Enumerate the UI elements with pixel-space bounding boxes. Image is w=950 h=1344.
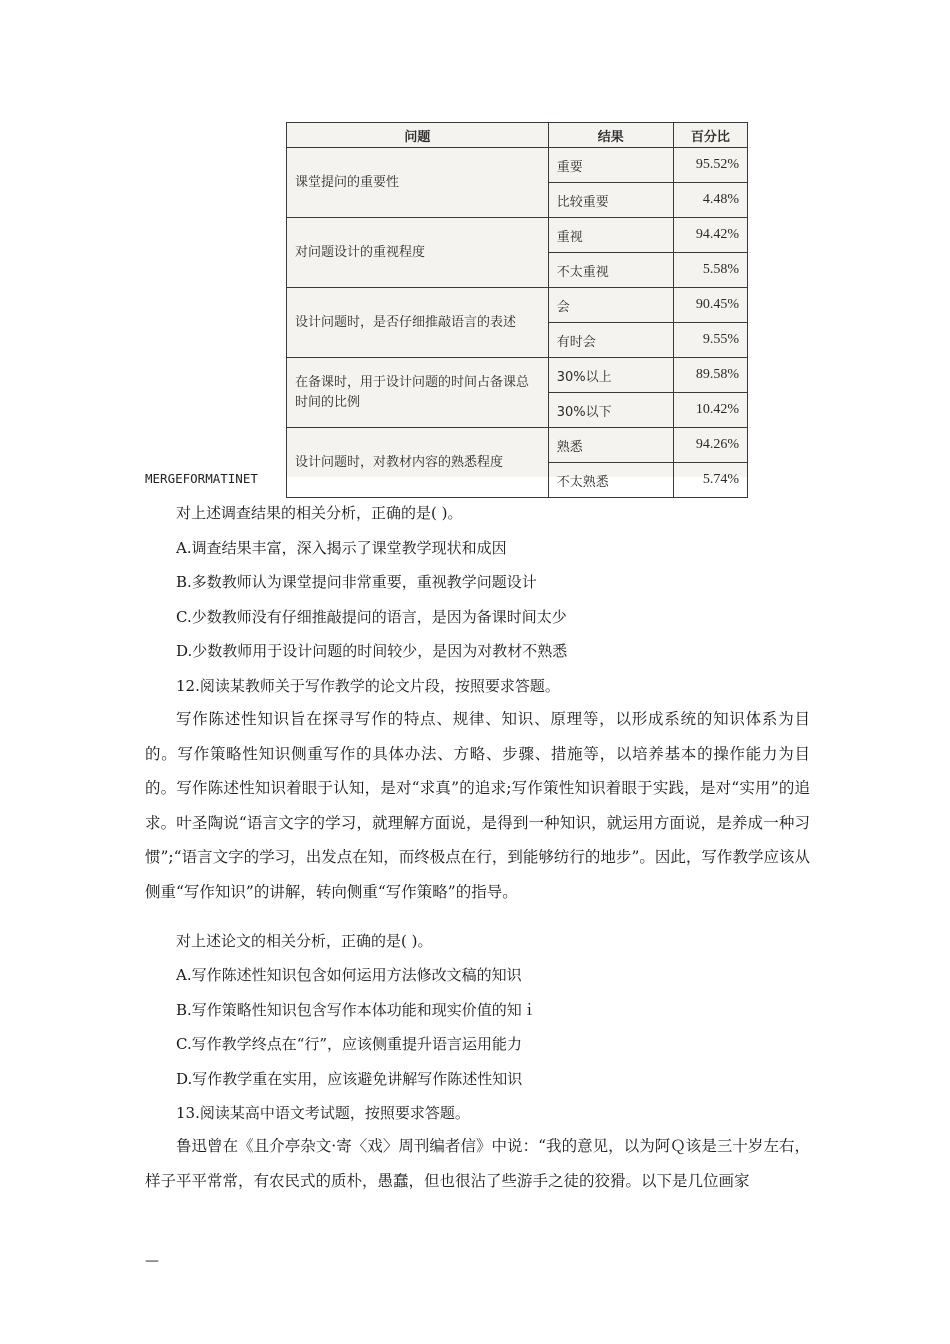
q12-passage: 写作陈述性知识旨在探寻写作的特点、规律、知识、原理等，以形成系统的知识体系为目的。写作策略性知识侧重写作的具体办法、方略、步骤、措施等，以培养基本的操作能力为目的。写作陈述性知识着眼于认知，是对“求真”的追求;写作策性知识着眼于实践，是对“实用”的追求。叶圣陶说“语言文字的学习，就理解方面说，是得到一种知识，就运用方面说，是养成一种习惯”;“语言文字的学习，出发点在知，而终极点在行，到能够纺行的地步”。因此，写作教学应该从侧重“写作知识”的讲解，转向侧重“写作策略”的指导。 xyxy=(145,710,810,901)
table-row xyxy=(287,358,748,393)
result-cell: 30%以上 xyxy=(548,358,673,393)
survey-table-image xyxy=(286,122,748,490)
q11-option-b: B.多数教师认为课堂提问非常重要，重视教学问题设计 xyxy=(176,573,537,591)
q12-option-a: A.写作陈述性知识包含如何运用方法修改文稿的知识 xyxy=(176,966,522,984)
header-percent: 百分比 xyxy=(673,123,747,148)
percent-cell: 90.45% xyxy=(673,288,747,323)
q13-title: 13.阅读某高中语文考试题，按照要求答题。 xyxy=(176,1104,470,1122)
footer-mark: — xyxy=(145,1253,159,1269)
q12-stem: 对上述论文的相关分析，正确的是( )。 xyxy=(176,932,433,950)
survey-table xyxy=(286,122,748,498)
percent-cell: 4.48% xyxy=(673,183,747,218)
percent-cell: 94.42% xyxy=(673,218,747,253)
percent-cell: 89.58% xyxy=(673,358,747,393)
percent-cell: 5.74% xyxy=(673,463,747,498)
header-question: 问题 xyxy=(287,123,549,148)
q11-option-a: A.调查结果丰富，深入揭示了课堂教学现状和成因 xyxy=(176,539,507,557)
q13-passage: 鲁迅曾在《且介亭杂文·寄〈戏〉周刊编者信》中说：“我的意见，以为阿Ｑ该是三十岁左右，样子平平常常，有农民式的质朴，愚蠢，但也很沾了些游手之徒的狡猾。以下是几位画家 xyxy=(145,1137,810,1190)
q12-option-d: D.写作教学重在实用，应该避免讲解写作陈述性知识 xyxy=(176,1070,523,1088)
q12-option-b: B.写作策略性知识包含写作本体功能和现实价值的知ｉ xyxy=(176,1001,537,1019)
percent-cell: 9.55% xyxy=(673,323,747,358)
header-result: 结果 xyxy=(548,123,673,148)
result-cell: 重视 xyxy=(548,218,673,253)
table-row xyxy=(287,288,748,323)
question-cell: 课堂提问的重要性 xyxy=(287,148,549,218)
result-cell: 不太熟悉 xyxy=(548,463,673,498)
q12-title: 12.阅读某教师关于写作教学的论文片段，按照要求答题。 xyxy=(176,677,560,695)
table-row xyxy=(287,218,748,253)
result-cell: 比较重要 xyxy=(548,183,673,218)
result-cell: 有时会 xyxy=(548,323,673,358)
merge-field-text: MERGEFORMATINET xyxy=(145,471,258,486)
result-cell: 30%以下 xyxy=(548,393,673,428)
table-row xyxy=(287,428,748,463)
q11-stem: 对上述调查结果的相关分析，正确的是( )。 xyxy=(176,504,463,522)
percent-cell: 95.52% xyxy=(673,148,747,183)
table-header-row xyxy=(287,123,748,148)
result-cell: 熟悉 xyxy=(548,428,673,463)
q11-option-d: D.少数教师用于设计问题的时间较少，是因为对教材不熟悉 xyxy=(176,642,568,660)
q12-option-c: C.写作教学终点在“行”，应该侧重提升语言运用能力 xyxy=(176,1035,523,1053)
question-cell: 设计问题时，是否仔细推敲语言的表述 xyxy=(287,288,549,358)
question-cell: 设计问题时，对教材内容的熟悉程度 xyxy=(287,428,549,498)
table-row xyxy=(287,148,748,183)
question-cell: 在备课时，用于设计问题的时间占备课总时间的比例 xyxy=(287,358,549,428)
percent-cell: 94.26% xyxy=(673,428,747,463)
result-cell: 会 xyxy=(548,288,673,323)
result-cell: 重要 xyxy=(548,148,673,183)
result-cell: 不太重视 xyxy=(548,253,673,288)
percent-cell: 10.42% xyxy=(673,393,747,428)
question-cell: 对问题设计的重视程度 xyxy=(287,218,549,288)
percent-cell: 5.58% xyxy=(673,253,747,288)
q11-option-c: C.少数教师没有仔细推敲提问的语言，是因为备课时间太少 xyxy=(176,608,567,626)
